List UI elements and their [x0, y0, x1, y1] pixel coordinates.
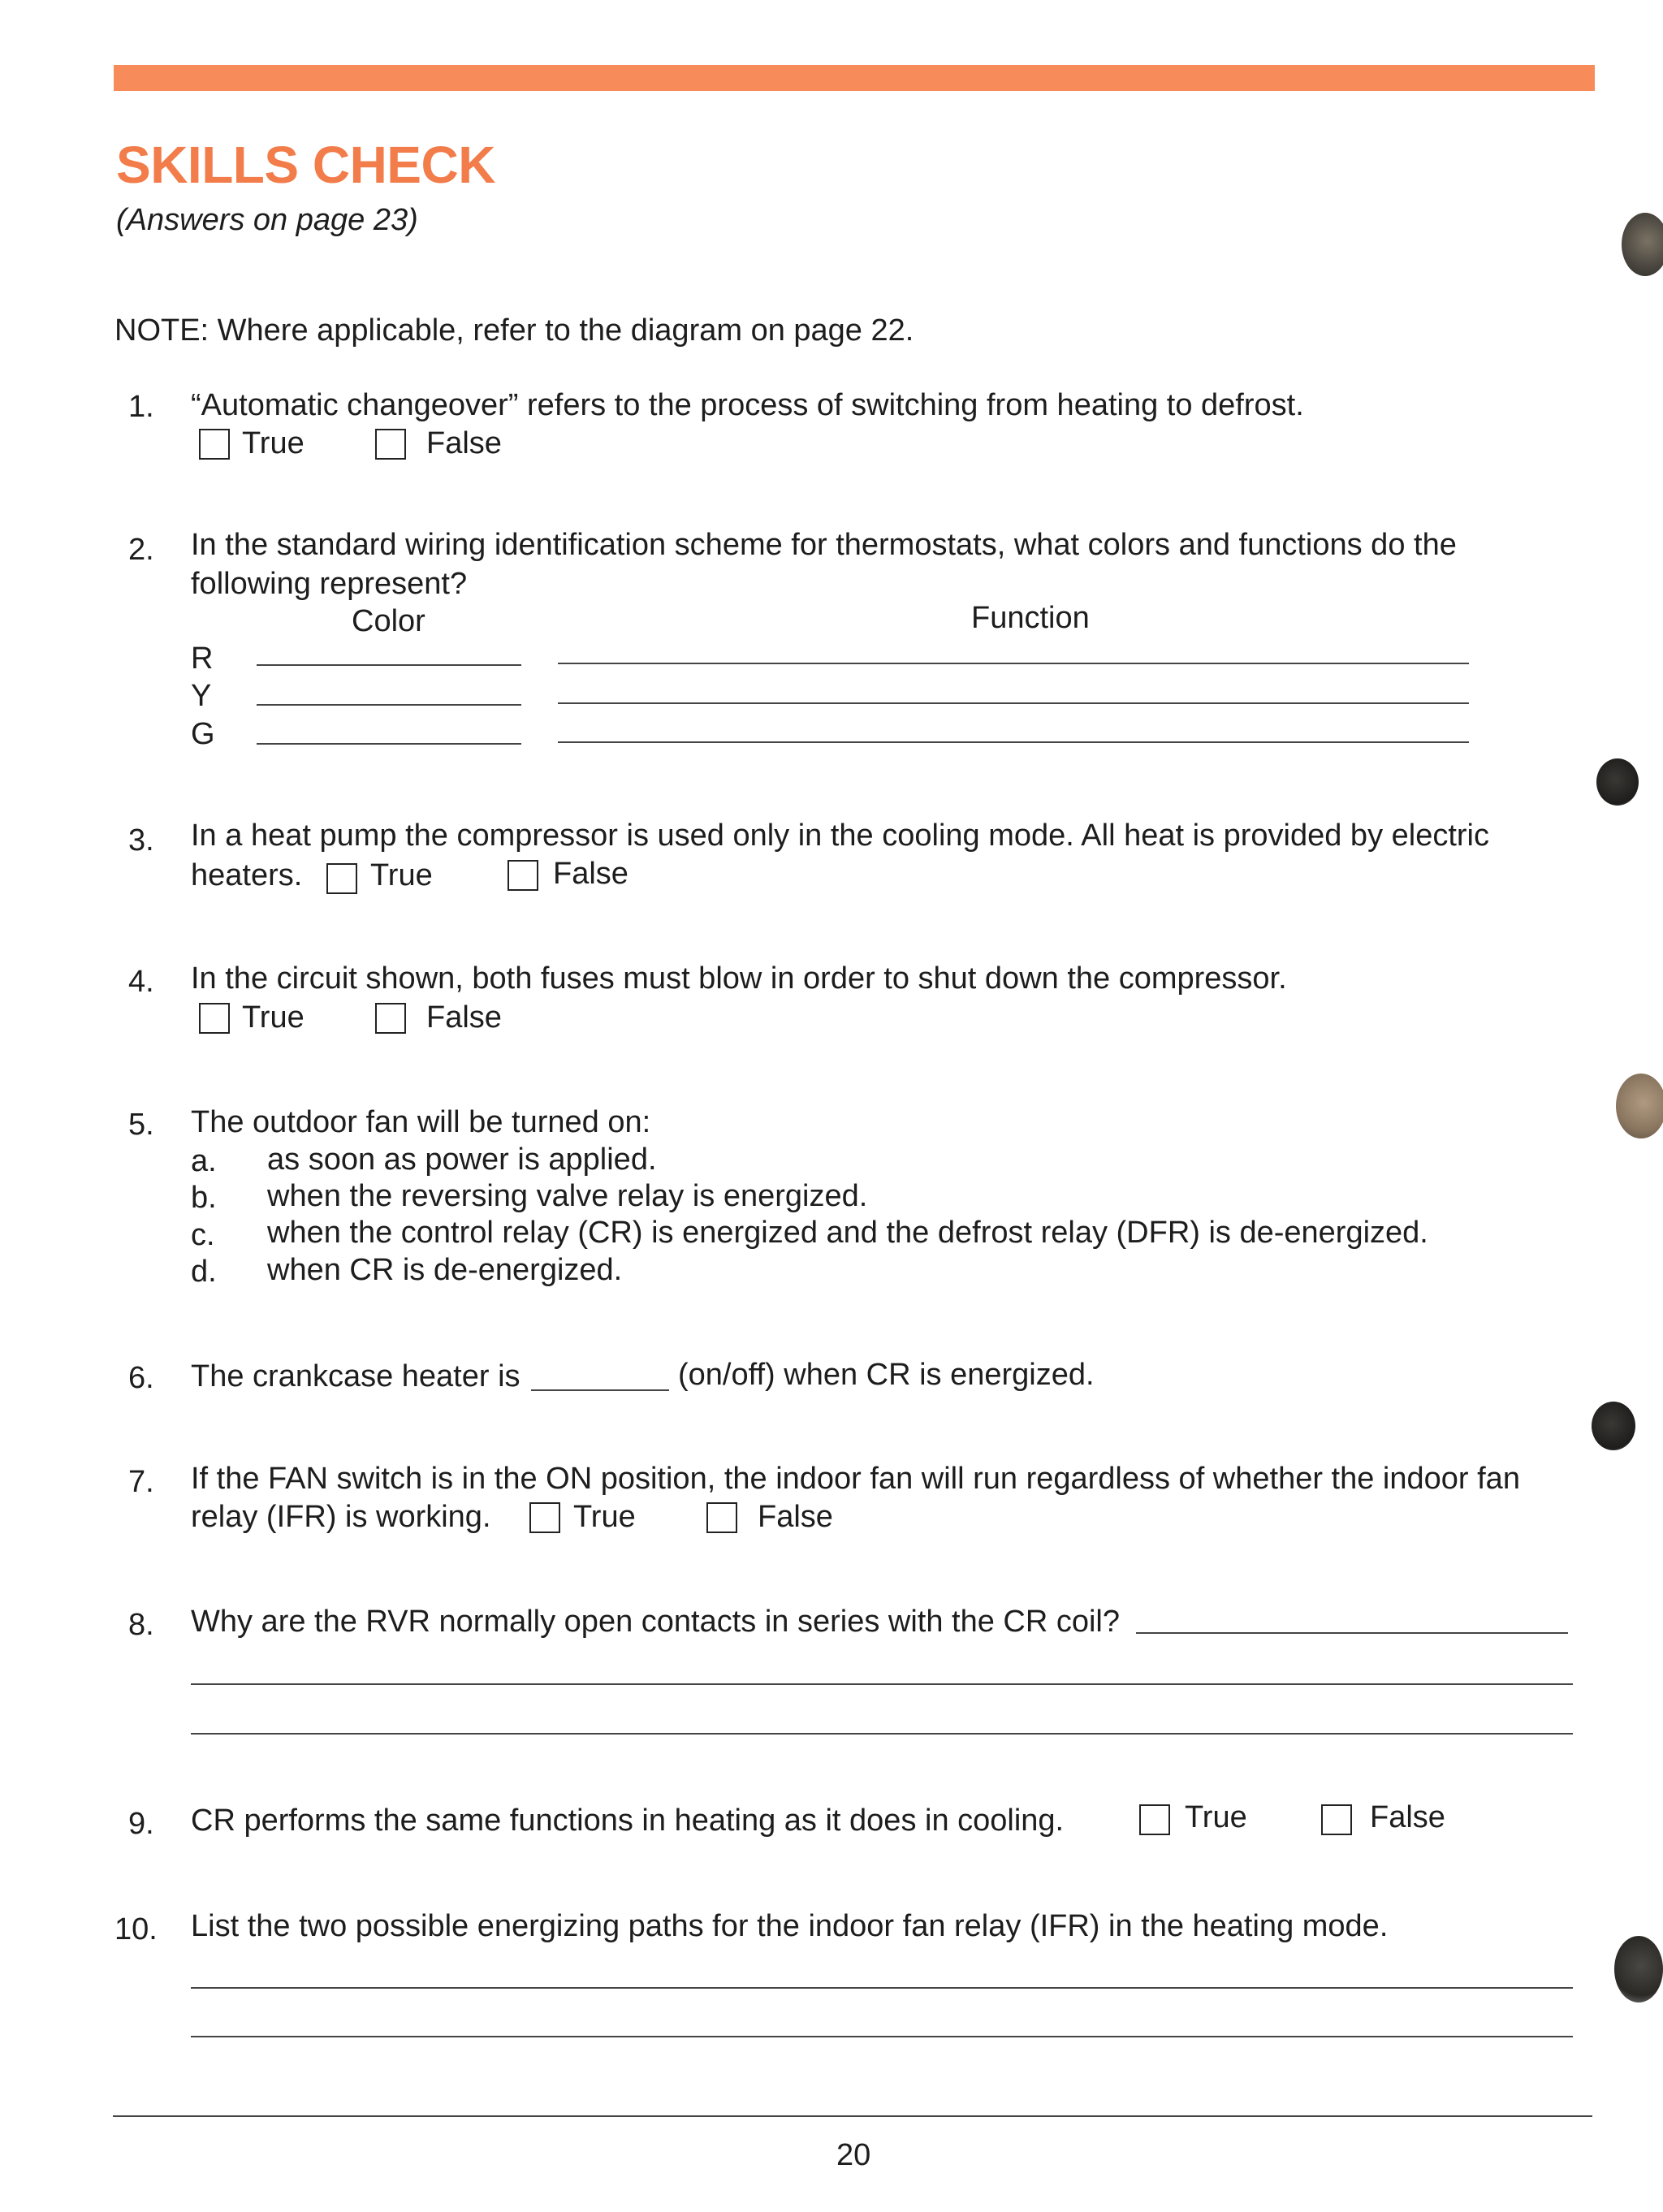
r-color-answer-line[interactable] — [257, 664, 521, 666]
binder-hole-5-icon — [1614, 1936, 1663, 2002]
question-8-answer-line-2[interactable] — [191, 1683, 1573, 1685]
question-1-number: 1. — [128, 390, 154, 424]
g-color-answer-line[interactable] — [257, 743, 521, 745]
question-7-false-checkbox[interactable] — [706, 1502, 737, 1533]
question-2-text-line-1: In the standard wiring identification scheme for thermostats, what colors and functions do the — [191, 528, 1457, 562]
choice-c-text: when the control relay (CR) is energized and the defrost relay (DFR) is de-energized. — [267, 1216, 1428, 1250]
question-4-false-checkbox[interactable] — [375, 1003, 406, 1034]
question-5-number: 5. — [128, 1108, 154, 1142]
choice-d-text: when CR is de-energized. — [267, 1253, 623, 1287]
question-8-number: 8. — [128, 1608, 154, 1642]
question-6-answer-blank[interactable] — [531, 1389, 669, 1391]
question-9-true-checkbox[interactable] — [1139, 1804, 1170, 1835]
question-1-false-checkbox[interactable] — [375, 429, 406, 460]
question-2-text-line-2: following represent? — [191, 567, 468, 601]
question-3-number: 3. — [128, 823, 154, 858]
choice-d-letter: d. — [191, 1255, 217, 1289]
answers-reference: (Answers on page 23) — [116, 203, 418, 237]
question-7-true-checkbox[interactable] — [529, 1502, 560, 1533]
question-7-false-label: False — [758, 1500, 833, 1534]
question-7-text-line-2: relay (IFR) is working. — [191, 1500, 491, 1534]
choice-b-letter: b. — [191, 1181, 217, 1215]
wire-label-g: G — [191, 717, 215, 751]
question-9-text: CR performs the same functions in heating as it does in cooling. — [191, 1804, 1065, 1838]
question-8-answer-line-1[interactable] — [1136, 1632, 1568, 1634]
choice-a-text: as soon as power is applied. — [267, 1143, 657, 1177]
binder-hole-3-icon — [1616, 1074, 1663, 1138]
question-3-text-line-1: In a heat pump the compressor is used only in the cooling mode. All heat is provided by electric — [191, 819, 1489, 853]
footer-rule — [113, 2115, 1592, 2117]
question-9-true-label: True — [1185, 1800, 1247, 1834]
question-5-text: The outdoor fan will be turned on: — [191, 1105, 651, 1139]
page-title: SKILLS CHECK — [116, 136, 495, 194]
question-7-true-label: True — [573, 1500, 636, 1534]
choice-b-text: when the reversing valve relay is energized. — [267, 1179, 868, 1213]
r-function-answer-line[interactable] — [558, 663, 1469, 664]
question-6-text-after: (on/off) when CR is energized. — [678, 1358, 1095, 1392]
question-3-text-line-2: heaters. — [191, 858, 303, 892]
diagram-note: NOTE: Where applicable, refer to the diagram on page 22. — [114, 313, 914, 348]
choice-c-letter: c. — [191, 1218, 215, 1252]
question-9-number: 9. — [128, 1807, 154, 1841]
question-3-true-checkbox[interactable] — [326, 863, 357, 894]
question-6-text-before: The crankcase heater is — [191, 1359, 520, 1393]
choice-a-letter: a. — [191, 1144, 217, 1178]
question-1-text: “Automatic changeover” refers to the process of switching from heating to defrost. — [191, 388, 1304, 422]
g-function-answer-line[interactable] — [558, 741, 1469, 743]
question-4-false-label: False — [426, 1000, 502, 1035]
function-column-header: Function — [971, 601, 1090, 635]
question-4-number: 4. — [128, 965, 154, 999]
binder-hole-1-icon — [1622, 213, 1663, 276]
question-1-true-checkbox[interactable] — [199, 429, 230, 460]
question-6-number: 6. — [128, 1361, 154, 1395]
question-9-false-checkbox[interactable] — [1321, 1804, 1352, 1835]
question-4-true-label: True — [242, 1000, 305, 1035]
y-color-answer-line[interactable] — [257, 704, 521, 706]
question-3-false-checkbox[interactable] — [508, 860, 538, 891]
question-7-number: 7. — [128, 1465, 154, 1499]
question-10-text: List the two possible energizing paths for the indoor fan relay (IFR) in the heating mode. — [191, 1909, 1389, 1943]
question-1-true-label: True — [242, 426, 305, 460]
header-color-band — [114, 65, 1595, 91]
color-column-header: Color — [352, 604, 425, 638]
question-8-text: Why are the RVR normally open contacts in series with the CR coil? — [191, 1605, 1121, 1639]
wire-label-y: Y — [191, 679, 212, 713]
question-4-true-checkbox[interactable] — [199, 1003, 230, 1034]
question-8-answer-line-3[interactable] — [191, 1733, 1573, 1735]
question-3-true-label: True — [370, 858, 433, 892]
y-function-answer-line[interactable] — [558, 702, 1469, 704]
binder-hole-4-icon — [1592, 1402, 1635, 1450]
question-10-answer-line-1[interactable] — [191, 1987, 1573, 1989]
question-9-false-label: False — [1370, 1800, 1445, 1834]
question-7-text-line-1: If the FAN switch is in the ON position, the indoor fan will run regardless of whether the indoor fan — [191, 1462, 1520, 1496]
question-4-text: In the circuit shown, both fuses must blow in order to shut down the compressor. — [191, 961, 1287, 996]
question-10-answer-line-2[interactable] — [191, 2036, 1573, 2037]
question-10-number: 10. — [114, 1912, 158, 1946]
wire-label-r: R — [191, 642, 214, 676]
question-2-number: 2. — [128, 533, 154, 567]
binder-hole-2-icon — [1596, 758, 1639, 806]
question-1-false-label: False — [426, 426, 502, 460]
question-3-false-label: False — [553, 857, 628, 891]
page-number: 20 — [836, 2138, 871, 2172]
